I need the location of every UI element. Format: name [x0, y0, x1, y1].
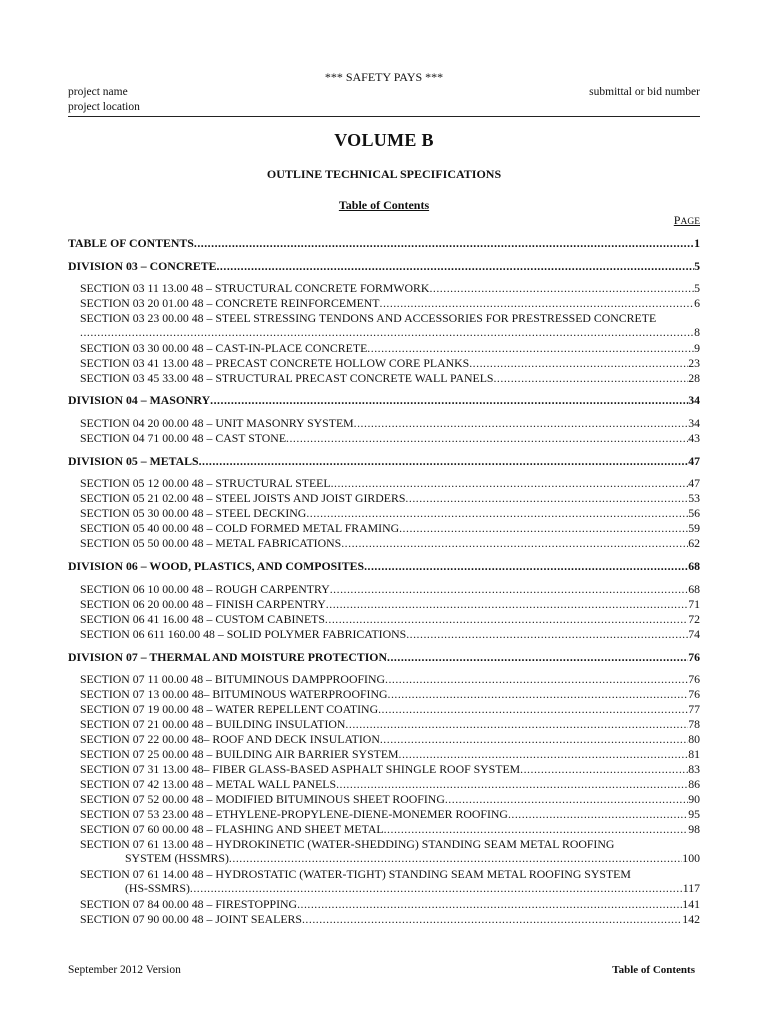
toc-section-053000[interactable]	[80, 506, 700, 520]
section-title: SECTION 07 84 00.00 48 – FIRESTOPPING	[80, 897, 298, 911]
section-title: SECTION 03 30 00.00 48 – CAST-IN-PLACE CONCRETE	[80, 341, 368, 355]
dot-leader	[380, 296, 695, 310]
toc-section-071900[interactable]	[80, 702, 700, 716]
toc-section-064116[interactable]	[80, 612, 700, 626]
section-page: 72	[688, 612, 700, 626]
toc-section-076114[interactable]	[80, 867, 700, 895]
section-page: 68	[688, 582, 700, 596]
volume-title: VOLUME B	[334, 130, 434, 150]
division-title: DIVISION 05 – METALS	[68, 454, 199, 468]
toc-division-07[interactable]	[68, 650, 700, 664]
section-title: SECTION 05 12 00.00 48 – STRUCTURAL STEEL	[80, 476, 331, 490]
section-title: SECTION 03 45 33.00 48 – STRUCTURAL PRECAST CONCRETE WALL PANELS	[80, 371, 494, 385]
toc-section-055000[interactable]	[80, 536, 700, 550]
section-title-line2: SYSTEM (HSSMRS)	[125, 851, 229, 865]
dot-leader	[210, 393, 688, 407]
section-page: 142	[682, 912, 700, 926]
dot-leader	[216, 259, 694, 273]
section-page: 98	[688, 822, 700, 836]
section-page: 76	[688, 687, 700, 701]
section-title: SECTION 05 50 00.00 48 – METAL FABRICATIONS	[80, 536, 342, 550]
dot-leader	[380, 732, 688, 746]
section-title: SECTION 07 22 00.00 48– ROOF AND DECK INSULATION	[80, 732, 380, 746]
division-title: DIVISION 07 – THERMAL AND MOISTURE PROTECTION	[68, 650, 388, 664]
toc-section-072100[interactable]	[80, 717, 700, 731]
section-page: 47	[688, 476, 700, 490]
toc-section-042000[interactable]	[80, 416, 700, 430]
toc-section-062000[interactable]	[80, 597, 700, 611]
section-title: SECTION 07 25 00.00 48 – BUILDING AIR BARRIER SYSTEM	[80, 747, 399, 761]
toc-section-079000[interactable]	[80, 912, 700, 926]
section-page: 83	[688, 762, 700, 776]
dot-leader	[325, 612, 688, 626]
toc-division-06[interactable]	[68, 559, 700, 573]
dot-leader	[388, 687, 689, 701]
dot-leader	[80, 325, 694, 339]
section-page: 90	[688, 792, 700, 806]
dot-leader	[385, 672, 688, 686]
dot-leader	[194, 236, 694, 250]
toc-division-04[interactable]	[68, 393, 700, 407]
toc-entry-table-of-contents[interactable]	[68, 236, 700, 250]
dot-leader	[387, 650, 688, 664]
section-title: SECTION 07 13 00.00 48– BITUMINOUS WATERPROOFING	[80, 687, 388, 701]
dot-leader	[336, 777, 688, 791]
section-title: SECTION 07 19 00.00 48 – WATER REPELLENT COATING	[80, 702, 379, 716]
section-title: SECTION 05 40 00.00 48 – COLD FORMED METAL FRAMING	[80, 521, 400, 535]
toc-section-073113[interactable]	[80, 762, 700, 776]
section-title: SECTION 06 41 16.00 48 – CUSTOM CABINETS	[80, 612, 325, 626]
section-page: 43	[688, 431, 700, 445]
dot-leader	[493, 371, 688, 385]
toc-entry-title: TABLE OF CONTENTS	[68, 236, 194, 250]
header-rule	[68, 116, 700, 117]
section-title: SECTION 03 11 13.00 48 – STRUCTURAL CONCRETE FORMWORK	[80, 281, 430, 295]
division-page: 76	[688, 650, 700, 664]
toc-section-076000[interactable]	[80, 822, 700, 836]
dot-leader	[331, 476, 689, 490]
page-column-header	[674, 213, 700, 228]
section-page: 80	[688, 732, 700, 746]
section-page: 5	[694, 281, 700, 295]
section-page: 78	[688, 717, 700, 731]
section-title: SECTION 07 31 13.00 48– FIBER GLASS-BASED ASPHALT SHINGLE ROOF SYSTEM	[80, 762, 521, 776]
division-page: 34	[688, 393, 700, 407]
dot-leader	[367, 341, 694, 355]
section-title-line2: (HS-SSMRS)	[125, 881, 190, 895]
section-title: SECTION 07 60 00.00 48 – FLASHING AND SHEET METAL	[80, 822, 384, 836]
toc-heading: Table of Contents	[338, 198, 430, 212]
toc-section-031113[interactable]	[80, 281, 700, 295]
toc-section-072200[interactable]	[80, 732, 700, 746]
toc-section-052102[interactable]	[80, 491, 700, 505]
toc-section-032300[interactable]	[80, 311, 700, 339]
section-title: SECTION 05 21 02.00 48 – STEEL JOISTS AND JOIST GIRDERS	[80, 491, 406, 505]
dot-leader	[229, 851, 682, 865]
toc-section-034113[interactable]	[80, 356, 700, 370]
dot-leader	[190, 881, 683, 895]
section-page: 100	[682, 851, 700, 865]
section-title: SECTION 06 611 160.00 48 – SOLID POLYMER FABRICATIONS	[80, 627, 407, 641]
division-title: DIVISION 04 – MASONRY	[68, 393, 211, 407]
dot-leader	[326, 597, 688, 611]
toc-division-05[interactable]	[68, 454, 700, 468]
toc-section-061000[interactable]	[80, 582, 700, 596]
section-page: 28	[688, 371, 700, 385]
section-page: 6	[694, 296, 700, 310]
section-title: SECTION 07 42 13.00 48 – METAL WALL PANELS	[80, 777, 337, 791]
division-page: 47	[688, 454, 700, 468]
section-page: 81	[688, 747, 700, 761]
toc-section-075323[interactable]	[80, 807, 700, 821]
dot-leader	[399, 521, 688, 535]
section-title: SECTION 04 71 00.00 48 – CAST STONE	[80, 431, 287, 445]
section-title: SECTION 07 52 00.00 48 – MODIFIED BITUMINOUS SHEET ROOFING	[80, 792, 445, 806]
toc-section-075200[interactable]	[80, 792, 700, 806]
dot-leader	[445, 792, 688, 806]
dot-leader	[378, 702, 688, 716]
section-page: 141	[682, 897, 700, 911]
section-title: SECTION 07 21 00.00 48 – BUILDING INSULATION	[80, 717, 346, 731]
footer-doc-label: Table of Contents	[612, 964, 695, 976]
section-page: 71	[688, 597, 700, 611]
page-header-rest: AGE	[680, 217, 700, 227]
section-title: SECTION 06 10 00.00 48 – ROUGH CARPENTRY	[80, 582, 330, 596]
section-title: SECTION 07 11 00.00 48 – BITUMINOUS DAMPPROOFING	[80, 672, 385, 686]
dot-leader	[520, 762, 688, 776]
section-title: SECTION 07 53 23.00 48 – ETHYLENE-PROPYLENE-DIENE-MONEMER ROOFING	[80, 807, 508, 821]
submittal-number: submittal or bid number	[589, 86, 700, 98]
toc-section-071300[interactable]	[80, 687, 700, 701]
section-page: 76	[688, 672, 700, 686]
dot-leader	[399, 747, 689, 761]
section-title: SECTION 05 30 00.00 48 – STEEL DECKING	[80, 506, 307, 520]
section-title: SECTION 03 20 01.00 48 – CONCRETE REINFORCEMENT	[80, 296, 380, 310]
toc-section-051200[interactable]	[80, 476, 700, 490]
dot-leader	[199, 454, 689, 468]
section-title: SECTION 06 20 00.00 48 – FINISH CARPENTRY	[80, 597, 326, 611]
section-page: 77	[688, 702, 700, 716]
dot-leader	[508, 807, 688, 821]
dot-leader	[330, 582, 688, 596]
section-page: 59	[688, 521, 700, 535]
toc-section-074213[interactable]	[80, 777, 700, 791]
dot-leader	[297, 897, 682, 911]
toc-section-0661116[interactable]	[80, 627, 700, 641]
section-page: 34	[688, 416, 700, 430]
section-page: 74	[688, 627, 700, 641]
page-header	[68, 70, 700, 118]
safety-banner: *** SAFETY PAYS ***	[324, 70, 444, 84]
dot-leader	[341, 536, 688, 550]
section-title: SECTION 07 90 00.00 48 – JOINT SEALERS	[80, 912, 302, 926]
division-title: DIVISION 06 – WOOD, PLASTICS, AND COMPOSITES	[68, 559, 365, 573]
dot-leader	[345, 717, 688, 731]
toc-section-078400[interactable]	[80, 897, 700, 911]
dot-leader	[429, 281, 694, 295]
dot-leader	[405, 491, 688, 505]
section-title: SECTION 03 41 13.00 48 – PRECAST CONCRETE HOLLOW CORE PLANKS	[80, 356, 470, 370]
dot-leader	[364, 559, 688, 573]
toc-section-033000[interactable]	[80, 341, 700, 355]
toc-section-034533[interactable]	[80, 371, 700, 385]
section-page: 9	[694, 341, 700, 355]
division-title: DIVISION 03 – CONCRETE	[68, 259, 217, 273]
section-title: SECTION 03 23 00.00 48 – STEEL STRESSING TENDONS AND ACCESSORIES FOR PRESTRESSED CONCRETE	[80, 311, 657, 325]
section-page: 117	[682, 881, 700, 895]
toc-section-071100[interactable]	[80, 672, 700, 686]
footer-version: September 2012 Version	[68, 964, 181, 976]
section-page: 56	[688, 506, 700, 520]
dot-leader	[286, 431, 688, 445]
section-page: 8	[694, 325, 700, 339]
document-subtitle: OUTLINE TECHNICAL SPECIFICATIONS	[266, 167, 502, 181]
toc-entry-page: 1	[694, 236, 700, 250]
toc-section-032001[interactable]	[80, 296, 700, 310]
dot-leader	[469, 356, 688, 370]
division-page: 68	[688, 559, 700, 573]
section-page: 23	[688, 356, 700, 370]
dot-leader	[384, 822, 689, 836]
toc-section-047100[interactable]	[80, 431, 700, 445]
dot-leader	[302, 912, 682, 926]
toc-section-072500[interactable]	[80, 747, 700, 761]
toc-section-054000[interactable]	[80, 521, 700, 535]
project-name: project name	[68, 86, 128, 98]
toc-division-03[interactable]	[68, 259, 700, 273]
dot-leader	[354, 416, 689, 430]
dot-leader	[306, 506, 688, 520]
section-page: 86	[688, 777, 700, 791]
project-location: project location	[68, 101, 140, 113]
section-title-line1: SECTION 07 61 13.00 48 – HYDROKINETIC (WATER-SHEDDING) STANDING SEAM METAL ROOFING	[80, 837, 615, 851]
section-page: 95	[688, 807, 700, 821]
dot-leader	[406, 627, 688, 641]
section-page: 62	[688, 536, 700, 550]
section-title: SECTION 04 20 00.00 48 – UNIT MASONRY SYSTEM	[80, 416, 354, 430]
division-page: 5	[694, 259, 700, 273]
page-header-initial: P	[673, 213, 681, 227]
section-page: 53	[688, 491, 700, 505]
section-title-line1: SECTION 07 61 14.00 48 – HYDROSTATIC (WATER-TIGHT) STANDING SEAM METAL ROOFING SYSTEM	[80, 867, 631, 881]
toc-section-076113[interactable]	[80, 837, 700, 865]
